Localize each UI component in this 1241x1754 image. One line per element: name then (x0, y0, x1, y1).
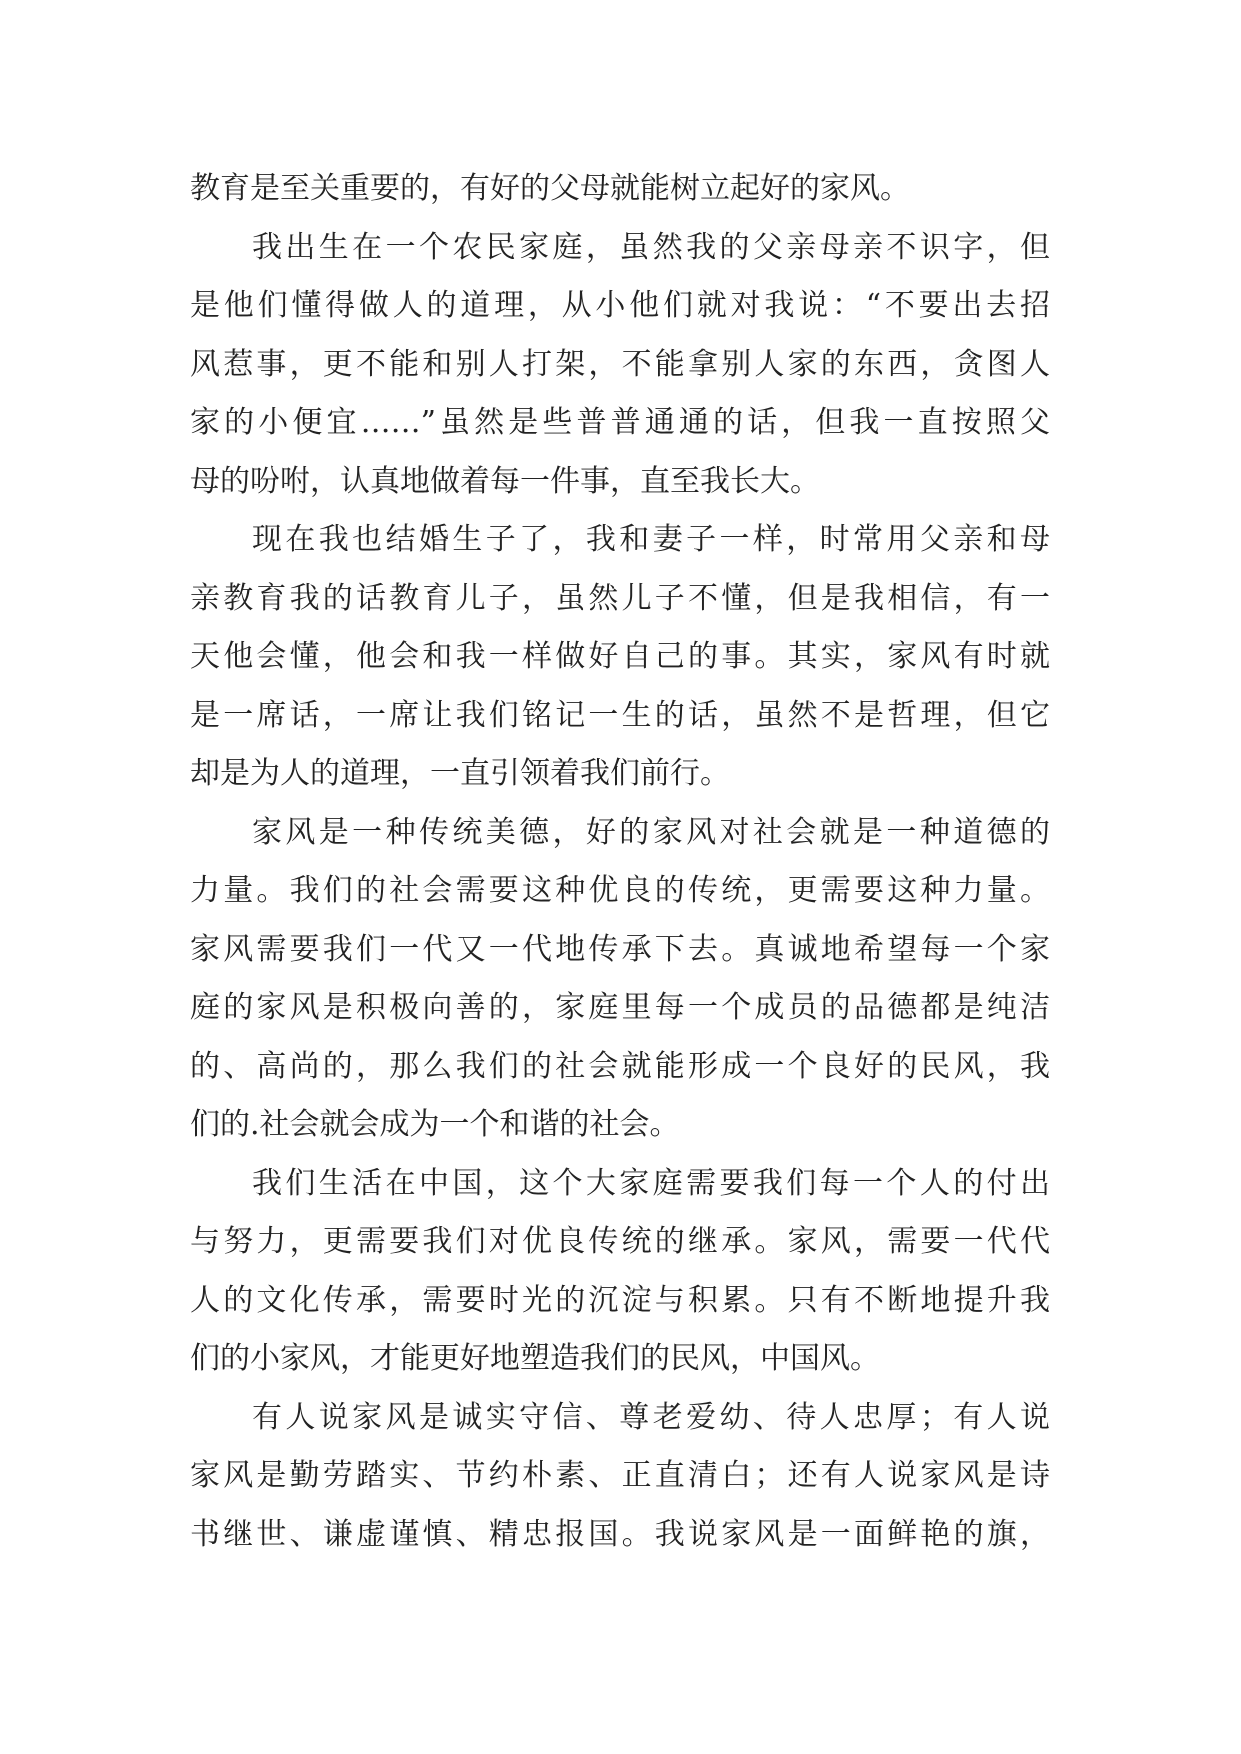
text-line: 有人说家风是诚实守信、尊老爱幼、待人忠厚；有人说 (252, 1399, 1050, 1435)
text-line: 风惹事，更不能和别人打架，不能拿别人家的东西，贪图人 (190, 346, 1050, 382)
text-line: 是他们懂得做人的道理，从小他们就对我说：“不要出去招 (190, 288, 1050, 323)
text-line: 们的.社会就会成为一个和谐的社会。 (190, 1107, 680, 1142)
text-line: 我们生活在中国，这个大家庭需要我们每一个人的付出 (252, 1165, 1050, 1201)
text-line: 我出生在一个农民家庭，虽然我的父亲母亲不识字，但 (252, 229, 1050, 265)
text-line: 是一席话，一席让我们铭记一生的话，虽然不是哲理，但它 (190, 697, 1050, 733)
text-line: 母的吩咐，认真地做着每一件事，直至我长大。 (190, 463, 820, 499)
text-line: 们的小家风，才能更好地塑造我们的民风，中国风。 (190, 1341, 880, 1376)
text-line: 却是为人的道理，一直引领着我们前行。 (190, 756, 730, 791)
text-line: 的、高尚的，那么我们的社会就能形成一个良好的民风，我 (190, 1048, 1050, 1084)
body-text (190, 160, 1050, 1564)
text-line: 家风是勤劳踏实、节约朴素、正直清白；还有人说家风是诗 (190, 1458, 1050, 1493)
text-line: 庭的家风是积极向善的，家庭里每一个成员的品德都是纯洁 (190, 990, 1050, 1025)
text-line: 家的小便宜……”虽然是些普普通通的话，但我一直按照父 (190, 405, 1050, 440)
text-line: 家风需要我们一代又一代地传承下去。真诚地希望每一个家 (190, 931, 1050, 967)
text-line: 家风是一种传统美德，好的家风对社会就是一种道德的 (252, 814, 1050, 850)
text-line: 人的文化传承，需要时光的沉淀与积累。只有不断地提升我 (190, 1282, 1050, 1318)
text-line: 天他会懂，他会和我一样做好自己的事。其实，家风有时就 (190, 639, 1050, 674)
text-line: 亲教育我的话教育儿子，虽然儿子不懂，但是我相信，有一 (190, 580, 1050, 616)
text-line: 书继世、谦虚谨慎、精忠报国。我说家风是一面鲜艳的旗， (190, 1516, 1050, 1552)
text-line: 力量。我们的社会需要这种优良的传统，更需要这种力量。 (190, 873, 1050, 908)
text-line: 与努力，更需要我们对优良传统的继承。家风，需要一代代 (190, 1224, 1050, 1259)
text-line: 教育是至关重要的，有好的父母就能树立起好的家风。 (190, 171, 910, 206)
text-line: 现在我也结婚生子了，我和妻子一样，时常用父亲和母 (252, 522, 1050, 557)
